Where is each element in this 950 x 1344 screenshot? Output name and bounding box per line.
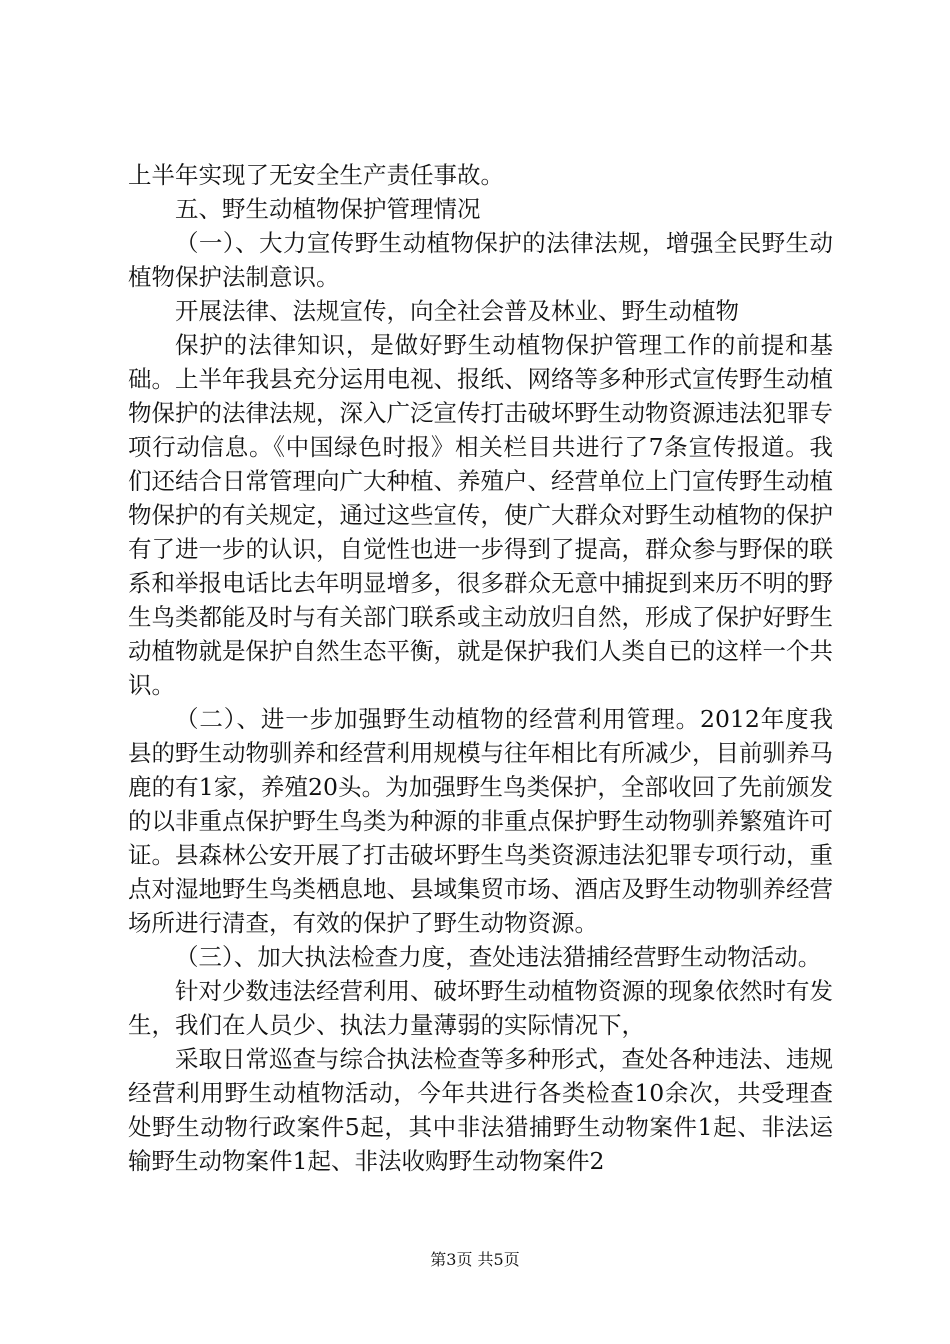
paragraph-2-heading: 五、野生动植物保护管理情况: [175, 195, 481, 223]
paragraph-8: 针对少数违法经营利用、破坏野生动植物资源的现象依然时有发生，我们在人员少、执法力量薄弱的实际情况下，: [128, 977, 833, 1039]
paragraph-3-subheading: （一）、大力宣传野生动植物保护的法律法规，增强全民野生动植物保护法制意识。: [128, 229, 833, 291]
paragraph-9: 采取日常巡查与综合执法检查等多种形式，查处各种违法、违规经营利用野生动植物活动，今年共进行各类检查10余次，共受理查处野生动物行政案件5起，其中非法猎捕野生动物案件1起、非法运输野生动物案件1起、非法收购野生动物案件2: [128, 1045, 833, 1175]
paragraph-5: 保护的法律知识，是做好野生动植物保护管理工作的前提和基础。上半年我县充分运用电视、报纸、网络等多种形式宣传野生动植物保护的法律法规，深入广泛宣传打击破坏野生动物资源违法犯罪专项行动信息。《中国绿色时报》相关栏目共进行了7条宣传报道。我们还结合日常管理向广大种植、养殖户、经营单位上门宣传野生动植物保护的有关规定，通过这些宣传，使广大群众对野生动植物的保护有了进一步的认识，自觉性也进一步得到了提高，群众参与野保的联系和举报电话比去年明显增多，很多群众无意中捕捉到来历不明的野生鸟类都能及时与有关部门联系或主动放归自然，形成了保护好野生动植物就是保护自然生态平衡，就是保护我们人类自已的这样一个共识。: [128, 331, 833, 699]
document-body: [128, 158, 833, 1178]
paragraph-6: （二）、进一步加强野生动植物的经营利用管理。2012年度我县的野生动物驯养和经营利用规模与往年相比有所减少，目前驯养马鹿的有1家，养殖20头。为加强野生鸟类保护，全部收回了先前颁发的以非重点保护野生鸟类为种源的非重点保护野生动物驯养繁殖许可证。县森林公安开展了打击破坏野生鸟类资源违法犯罪专项行动，重点对湿地野生鸟类栖息地、县域集贸市场、酒店及野生动物驯养经营场所进行清查，有效的保护了野生动物资源。: [128, 705, 833, 937]
page-number: 第3页 共5页: [430, 1250, 520, 1269]
paragraph-1: 上半年实现了无安全生产责任事故。: [128, 161, 504, 189]
paragraph-4: 开展法律、法规宣传，向全社会普及林业、野生动植物: [175, 297, 739, 325]
paragraph-7-subheading: （三）、加大执法检查力度，查处违法猎捕经营野生动物活动。: [175, 943, 822, 971]
